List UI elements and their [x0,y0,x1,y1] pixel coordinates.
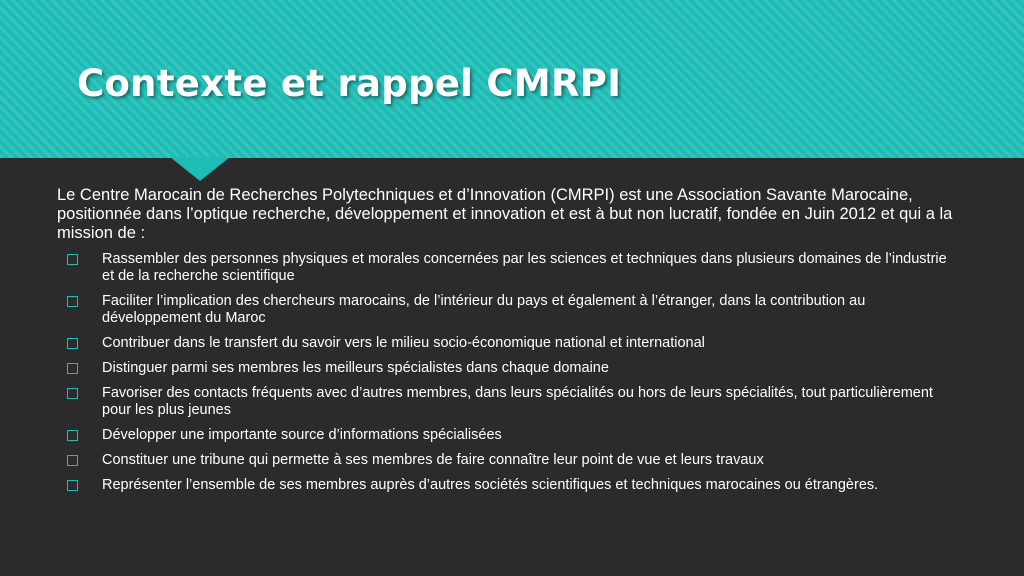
hollow-square-bullet-icon [67,296,78,307]
hollow-square-bullet-icon [67,388,78,399]
hollow-square-bullet-icon [67,455,78,466]
list-item-text: Faciliter l’implication des chercheurs marocains, de l’intérieur du pays et également à l’étranger, dans la contribution au développement du Maroc [102,293,866,326]
hollow-square-bullet-icon [67,480,78,491]
hollow-square-bullet-icon [67,338,78,349]
hollow-square-bullet-icon [67,254,78,265]
list-item [63,477,957,494]
list-item [63,335,957,352]
hollow-square-bullet-icon [67,363,78,374]
list-item-text: Rassembler des personnes physiques et morales concernées par les sciences et techniques dans plusieurs domaines de l’industrie et de la recherche scientifique [102,251,947,284]
list-item-text: Favoriser des contacts fréquents avec d’autres membres, dans leurs spécialités ou hors de leurs spécialités, tout particulièrement pour les plus jeunes [102,385,933,418]
intro-paragraph: Le Centre Marocain de Recherches Polytechniques et d’Innovation (CMRPI) est une Association Savante Marocaine, positionnée dans l’optique recherche, développement et innovation et est à but non lucratif, fondée en Juin 2012 et qui a la mission de : [57,186,953,242]
list-item [63,385,957,419]
list-item-text: Contribuer dans le transfert du savoir vers le milieu socio-économique national et international [102,335,705,351]
slide-body [57,186,957,502]
list-item [63,293,957,327]
list-item-text: Constituer une tribune qui permette à ses membres de faire connaître leur point de vue et leurs travaux [102,452,764,468]
list-item-text: Développer une importante source d’informations spécialisées [102,427,502,443]
list-item [63,452,957,469]
list-item [63,427,957,444]
list-item-text: Distinguer parmi ses membres les meilleurs spécialistes dans chaque domaine [102,360,609,376]
hollow-square-bullet-icon [67,430,78,441]
slide-title: Contexte et rappel CMRPI [77,62,622,105]
list-item [63,360,957,377]
list-item-text: Représenter l’ensemble de ses membres auprès d’autres sociétés scientifiques et techniques marocaines ou étrangères. [102,477,879,493]
list-item [63,251,957,285]
banner-notch [170,157,230,181]
mission-list [57,251,957,494]
